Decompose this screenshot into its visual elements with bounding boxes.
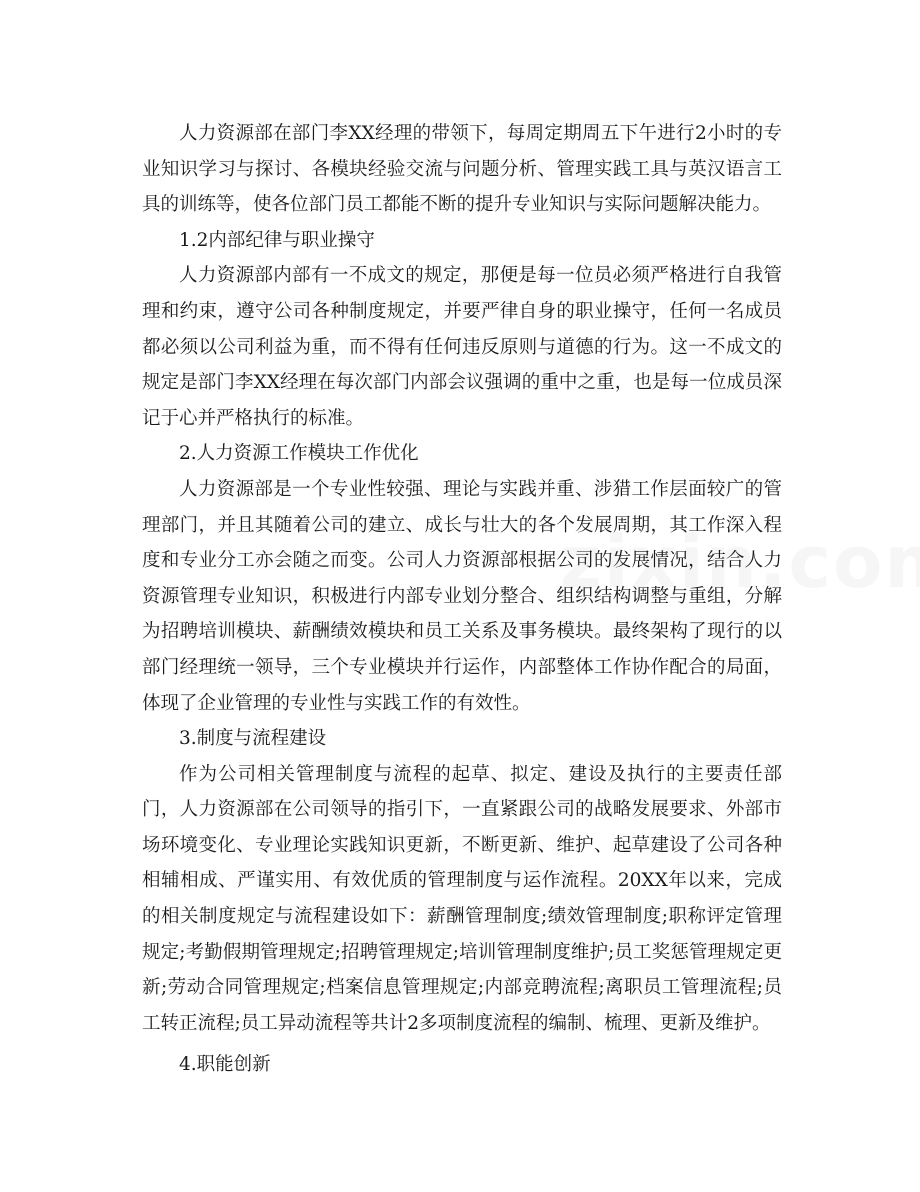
heading-module-optimization: 2.人力资源工作模块工作优化 [179, 443, 419, 465]
paragraph-module-optimization: 人力资源部是一个专业性较强、理论与实践并重、涉猎工作层面较广的管理部门，并且其随着公司的建立、成长与壮大的各个发展周期，其工作深入程度和专业分工亦会随之而变。公司人力资源部根据公司的发展情况，结合人力资源管理专业知识，积极进行内部专业划分整合、组织结构调整与重组，分解为招聘培训模块、薪酬绩效模块和员工关系及事务模块。最终架构了现行的以部门经理统一领导，三个专业模块并行运作，内部整体工作协作配合的局面，体现了企业管理的专业性与实践工作的有效性。 [142, 478, 782, 714]
document-body [142, 116, 782, 1083]
heading-function-innovation: 4.职能创新 [179, 1054, 271, 1076]
heading-discipline: 1.2内部纪律与职业操守 [179, 229, 375, 251]
heading-system-process: 3.制度与流程建设 [179, 728, 327, 750]
paragraph-discipline: 人力资源部内部有一不成文的规定，那便是每一位员必须严格进行自我管理和约束，遵守公司各种制度规定，并要严律自身的职业操守，任何一名成员都必须以公司利益为重，而不得有任何违反原则与道德的行为。这一不成文的规定是部门李XX经理在每次部门内部会议强调的重中之重，也是每一位成员深记于心并严格执行的标准。 [142, 265, 782, 429]
paragraph-system-process: 作为公司相关管理制度与流程的起草、拟定、建设及执行的主要责任部门，人力资源部在公司领导的指引下，一直紧跟公司的战略发展要求、外部市场环境变化、专业理论实践知识更新，不断更新、维护、起草建设了公司各种相辅相成、严谨实用、有效优质的管理制度与运作流程。20XX年以来，完成的相关制度规定与流程建设如下：薪酬管理制度;绩效管理制度;职称评定管理规定;考勤假期管理规定;招聘管理规定;培训管理制度维护;员工奖惩管理规定更新;劳动合同管理规定;档案信息管理规定;内部竞聘流程;离职员工管理流程;员工转正流程;员工异动流程等共计2多项制度流程的编制、梳理、更新及维护。 [142, 763, 782, 1034]
paragraph-training: 人力资源部在部门李XX经理的带领下，每周定期周五下午进行2小时的专业知识学习与探讨、各模块经验交流与问题分析、管理实践工具与英汉语言工具的训练等，使各位部门员工都能不断的提升专业知识与实际问题解决能力。 [142, 123, 782, 216]
